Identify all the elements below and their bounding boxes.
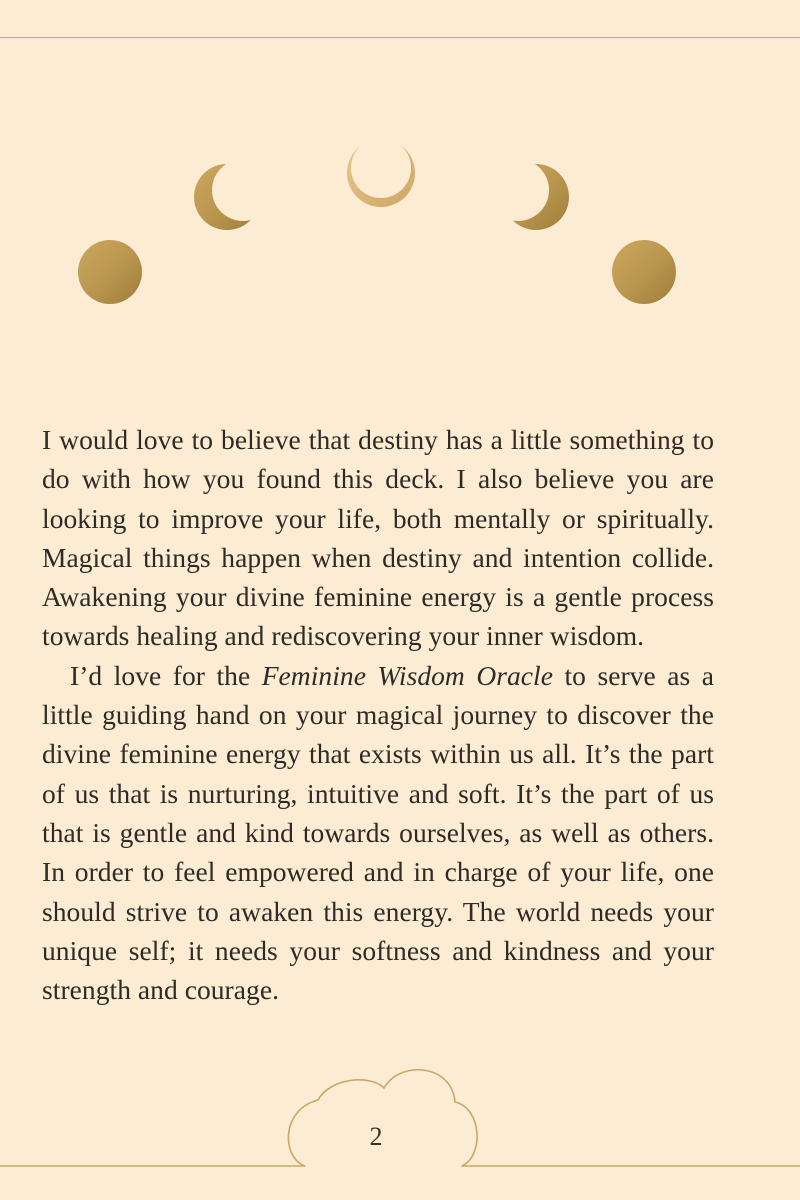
page-number: 2	[369, 1122, 383, 1151]
moon-phases-illustration	[0, 0, 800, 360]
full-moon-icon	[612, 240, 676, 304]
full-moon-icon	[78, 240, 142, 304]
waning-crescent-icon	[503, 164, 569, 230]
book-title: Feminine Wisdom Oracle	[261, 659, 553, 691]
paragraph-2	[42, 656, 714, 1010]
paragraph-1: I would love to believe that destiny has a little something to do with how you found this deck. I also believe you are looking to improve your life, both mentally or spiritually. Magical things happen when destiny and intention collide. Awakening your divine feminine energy is a gentle process towards healing and rediscovering your inner wisdom.	[42, 424, 714, 652]
new-crescent-icon	[347, 139, 415, 207]
paragraph-2-rest: to serve as a little guiding hand on your magical journey to discover the divine feminine energy that exists within us all. It’s the part of us that is nurturing, intuitive and soft. It’s the part of us that is gentle and kind towards ourselves, as well as others. In order to feel empowered and in charge of your life, one should strive to awaken this energy. The world needs your unique self; it needs your softness and kindness and your strength and courage.	[42, 659, 714, 1006]
paragraph-2-intro: I’d love for the	[70, 659, 262, 691]
waxing-crescent-icon	[194, 164, 260, 230]
body-text	[42, 420, 714, 1009]
